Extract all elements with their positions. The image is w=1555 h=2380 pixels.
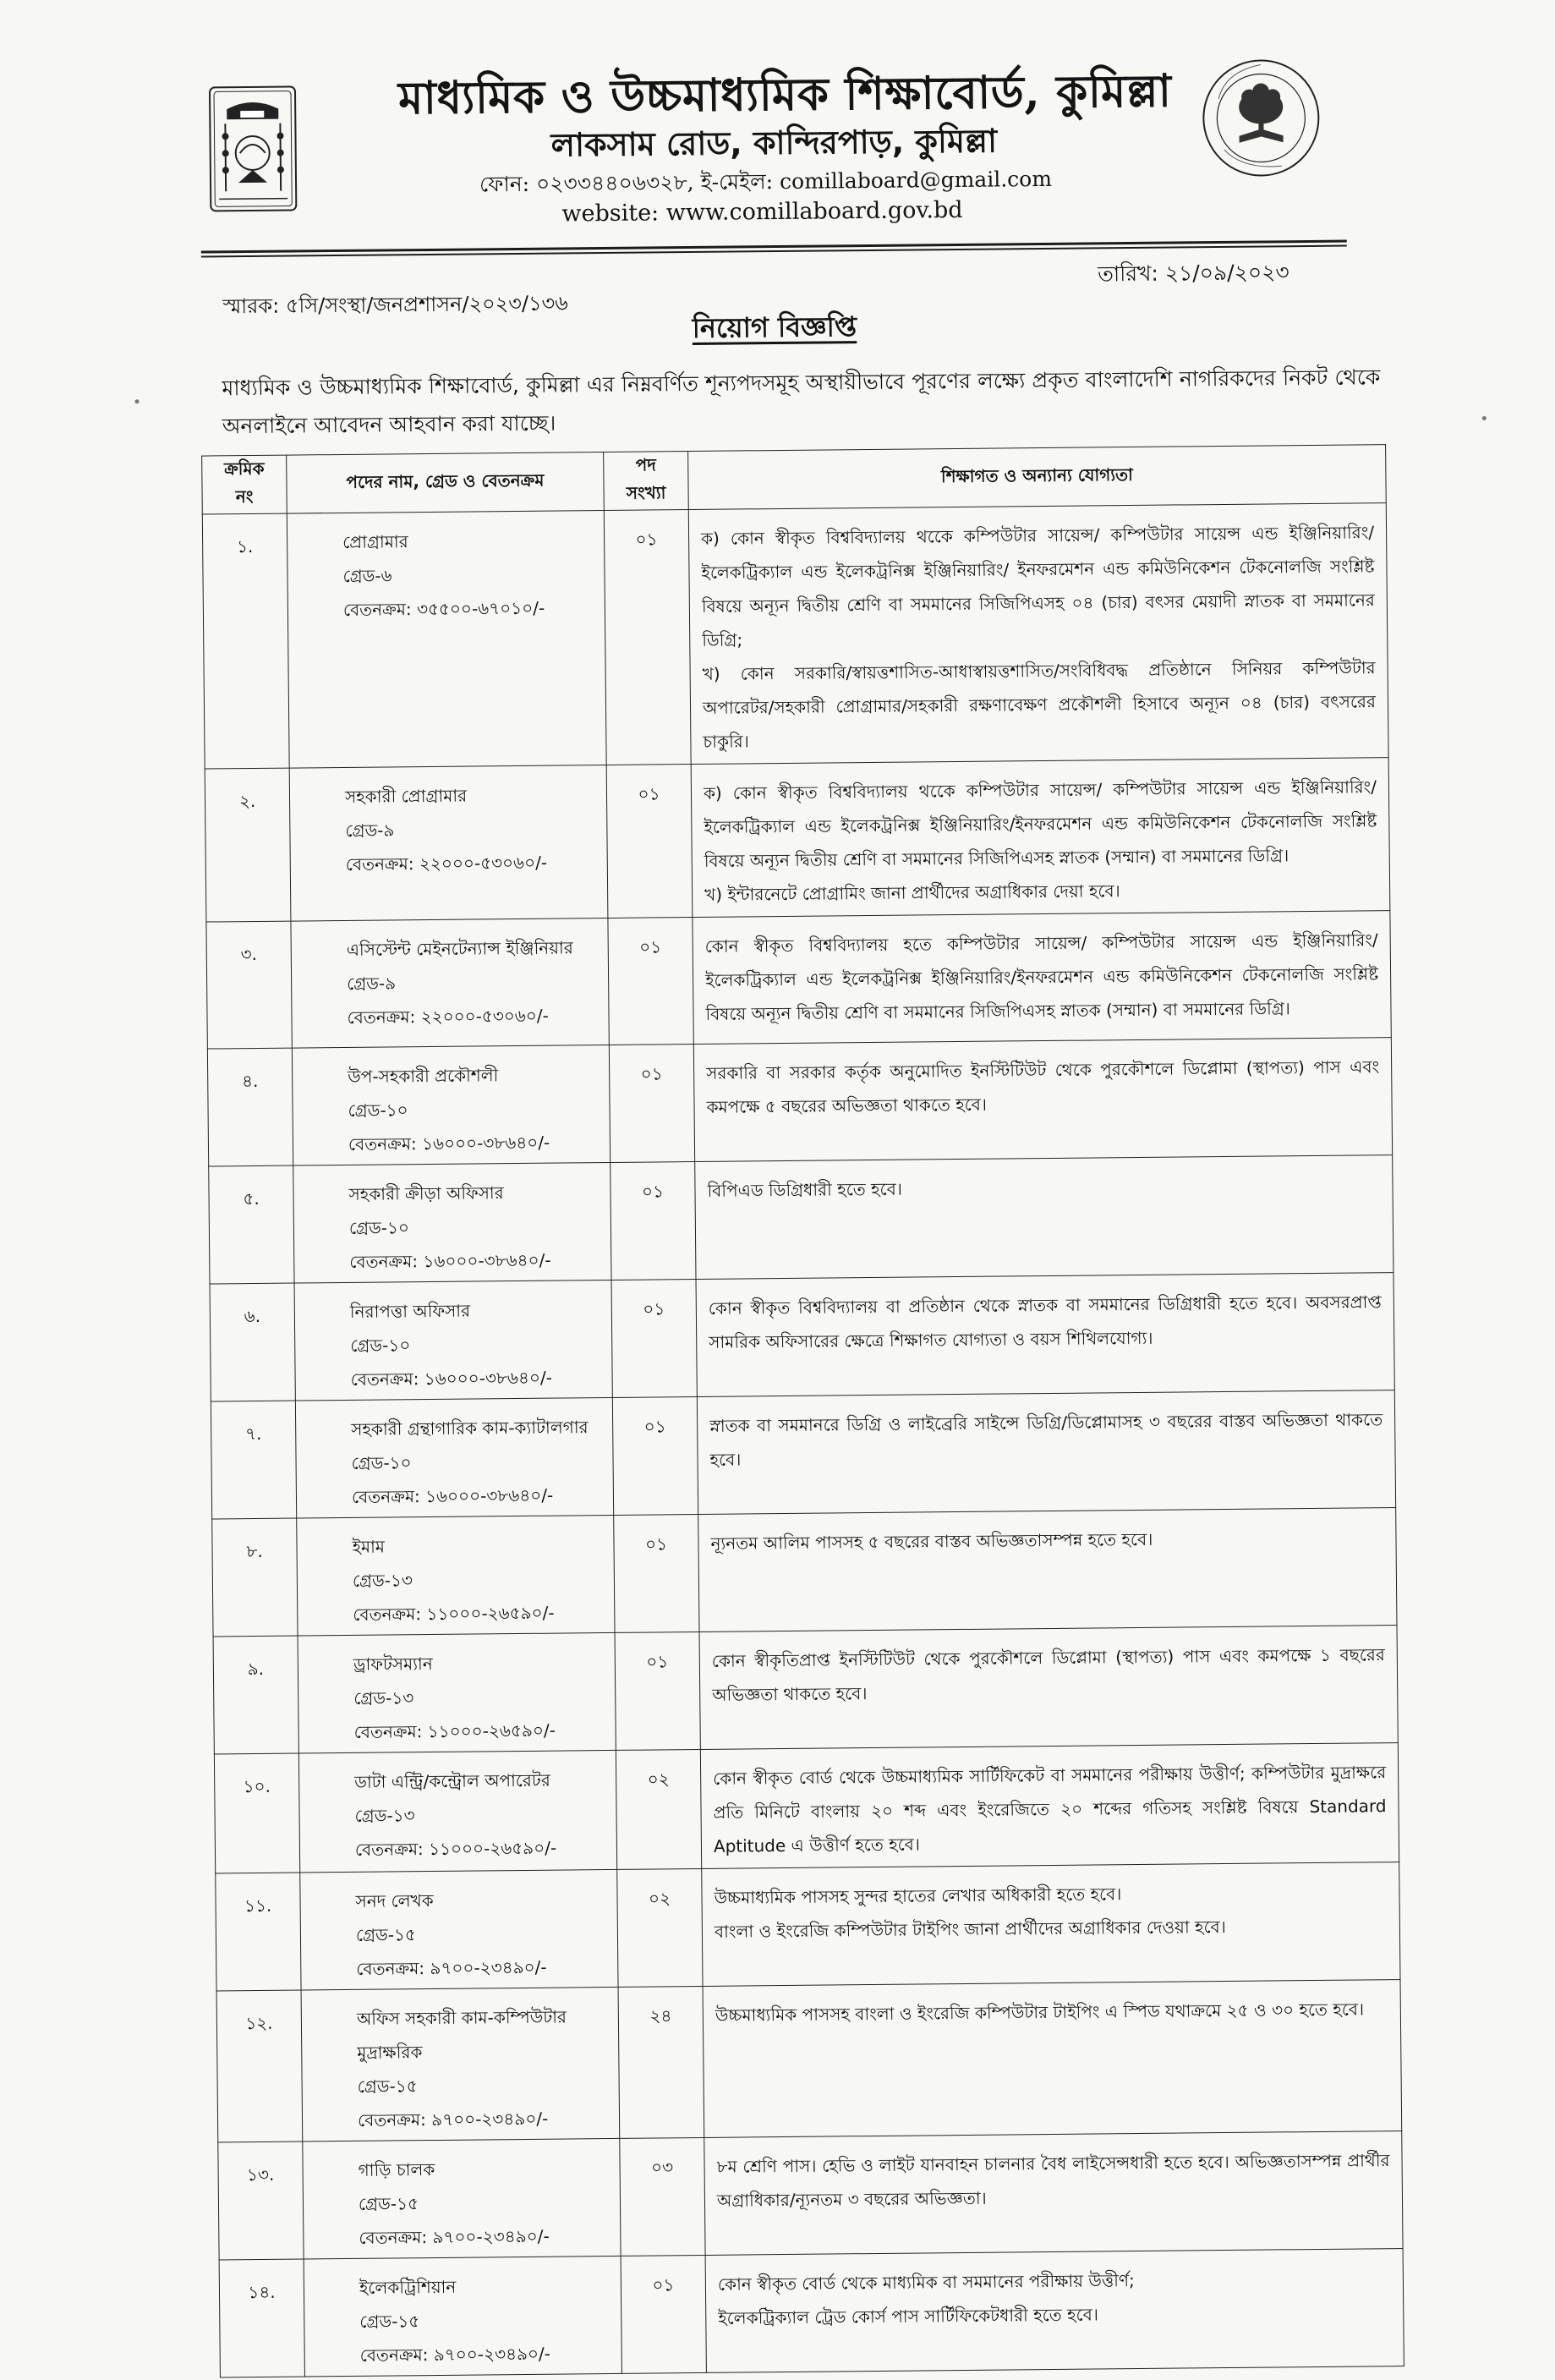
notice-title: নিয়োগ বিজ্ঞপ্তি bbox=[692, 310, 857, 344]
qualification-text: উচ্চমাধ্যমিক পাসসহ সুন্দর হাতের লেখার অধিকারী হতে হবে। bbox=[714, 1884, 1122, 1908]
post-title: উপ-সহকারী প্রকৌশলী bbox=[348, 1065, 499, 1087]
post-title: সনদ লেখক bbox=[355, 1890, 434, 1911]
scan-speck bbox=[1482, 416, 1487, 420]
post-detail: গ্রেড-১০ bbox=[351, 1452, 412, 1473]
header-serial bbox=[202, 455, 287, 514]
post-detail: বেতনক্রম: ৯৭০০-২৩৪৯০/- bbox=[359, 2225, 550, 2248]
post-detail: বেতনক্রম: ৯৭০০-২৩৪৯০/- bbox=[359, 2343, 551, 2366]
post-title: সহকারী প্রোগ্রামার bbox=[344, 785, 468, 807]
post-detail: বেতনক্রম: ২২০০০-৫৩০৬০/- bbox=[345, 852, 548, 875]
row-post bbox=[297, 1515, 615, 1636]
qualification-text: ক) কোন স্বীকৃত বিশ্ববিদ্যালয় থকেে কম্পিউটার সায়েন্স/ কম্পিউটার সায়েন্স এন্ড ইঞ্জিনিয়ারিং/ইলেকট্রিক্যাল এন্ড ইলেকট্রনিক্স ইঞ্জিনিয়ারিং/ইনফরমেশন এন্ড কমিউনিকেশন টেকনোলজি সংশ্লিষ্ট বিষয়ে অন্যূন দ্বিতীয় শ্রেণি বা সমমানের সিজিপিএসহ স্নাতক (সম্মান) বা সমমানের ডিগ্রি। bbox=[703, 776, 1377, 871]
row-serial: ১১. bbox=[216, 1873, 301, 1991]
row-post bbox=[300, 1869, 618, 1990]
post-detail: বেতনক্রম: ১৬০০০-৩৮৬৪০/- bbox=[348, 1132, 550, 1154]
row-serial: ৩. bbox=[206, 921, 292, 1049]
row-post bbox=[304, 2256, 621, 2377]
vacancy-table bbox=[201, 444, 1404, 2377]
post-title: গাড়ি চালক bbox=[358, 2159, 435, 2180]
header-serial-line1: ক্রমিক bbox=[223, 458, 265, 480]
table-row bbox=[206, 911, 1391, 1049]
qualification-text: ৮ম শ্রেণি পাস। হেভি ও লাইট যানবাহন চালনার বৈধ লাইসেন্সধারী হতে হবে। অভিজ্ঞতাসম্পন্ন প্রার্থীর অগ্রাধিকার/ন্যূনতম ৩ বছরের অভিজ্ঞতা। bbox=[716, 2150, 1390, 2211]
table-row bbox=[213, 1626, 1398, 1754]
notice-date: তারিখ: ২১/০৯/২০২৩ bbox=[1097, 260, 1289, 287]
qualification-text: কোন স্বীকৃত বিশ্ববিদ্যালয় হতে কম্পিউটার সায়েন্স/ কম্পিউটার সায়েন্স এন্ড ইঞ্জিনিয়ারিং/ ইলেকট্রিক্যাল এন্ড ইলেকট্রনিক্স ইঞ্জিনিয়ারিং/ইনফরমেশন এন্ড কমিউনিকেশন টেকনোলজি সংশ্লিষ্ট বিষয়ে অন্যূন দ্বিতীয় শ্রেণি বা সমমানের সিজিপিএসহ স্নাতক (সম্মান) বা সমমানের ডিগ্রি। bbox=[704, 930, 1379, 1024]
qualification-text: কোন স্বীকৃতিপ্রাপ্ত ইনস্টিটিউট থেকে পুরকৌশলে ডিপ্লোমা (স্থাপত্য) পাস এবং কমপক্ষে ১ বছরের অভিজ্ঞতা থাকতে হবে। bbox=[711, 1644, 1385, 1705]
post-detail: বেতনক্রম: ৯৭০০-২৩৪৯০/- bbox=[357, 2108, 549, 2130]
row-post-count: ০১ bbox=[621, 2255, 706, 2373]
board-contact: ফোন: ০২৩৩৪৪০৬৩২৮, ই-মেইল: comillaboard@gmail.com bbox=[479, 166, 1053, 197]
post-detail: গ্রেড-১৩ bbox=[354, 1805, 415, 1826]
row-serial: ৪. bbox=[207, 1048, 293, 1166]
row-qualification bbox=[700, 1743, 1399, 1869]
row-post-count: ০১ bbox=[611, 1279, 697, 1397]
post-detail: গ্রেড-১০ bbox=[350, 1335, 411, 1356]
qualification-text: ইলেকট্রিক্যাল ট্রেড কোর্স পাস সার্টিফিকেটধারী হতে হবে। bbox=[718, 2304, 1099, 2328]
board-emblem-icon bbox=[208, 85, 298, 212]
qualification-text: বাংলা ও ইংরেজি কম্পিউটার টাইপিং জানা প্রার্থীদের অগ্রাধিকার দেওয়া হবে। bbox=[714, 1917, 1226, 1942]
table-row bbox=[209, 1155, 1393, 1284]
header-post: পদের নাম, গ্রেড ও বেতনক্রম bbox=[287, 452, 605, 514]
row-qualification bbox=[693, 1038, 1392, 1162]
row-qualification bbox=[702, 1862, 1400, 1987]
intro-paragraph: মাধ্যমিক ও উচ্চমাধ্যমিক শিক্ষাবোর্ড, কুমিল্লা এর নিম্নবর্ণিত শূন্যপদসমূহ অস্থায়ীভাবে পূরণের লক্ষ্যে প্রকৃত বাংলাদেশি নাগরিকদের নিকট থেকে অনলাইনে আবেদন আহবান করা যাচ্ছে। bbox=[222, 365, 1381, 439]
header-count-line2: সংখ্যা bbox=[626, 482, 666, 503]
post-detail: গ্রেড-১৫ bbox=[358, 2193, 419, 2214]
qualification-text: কোন স্বীকৃত বোর্ড থেকে মাধ্যমিক বা সমমানের পরীক্ষায় উত্তীর্ণ; bbox=[717, 2270, 1135, 2295]
board-address: লাকসাম রোড, কান্দিরপাড়, কুমিল্লা bbox=[550, 122, 998, 164]
row-qualification bbox=[693, 911, 1391, 1045]
post-detail: গ্রেড-১৫ bbox=[355, 1924, 417, 1945]
row-post bbox=[298, 1750, 616, 1873]
post-title: সহকারী ক্রীড়া অফিসার bbox=[348, 1182, 504, 1204]
qualification-text: বিপিএড ডিগ্রিধারী হতে হবে। bbox=[707, 1178, 903, 1201]
post-detail: গ্রেড-১৫ bbox=[357, 2076, 418, 2097]
memo-number: স্মারক: ৫সি/সংস্থা/জনপ্রশাসন/২০২৩/১৩৬ bbox=[222, 291, 568, 319]
row-serial: ৭. bbox=[211, 1401, 296, 1519]
post-detail: বেতনক্রম: ১১০০০-২৬৫৯০/- bbox=[353, 1602, 555, 1625]
row-post-count: ০১ bbox=[608, 918, 693, 1045]
row-serial: ২. bbox=[205, 768, 291, 922]
table-row bbox=[216, 1980, 1402, 2142]
row-qualification bbox=[697, 1390, 1395, 1515]
row-qualification bbox=[699, 1626, 1398, 1750]
row-post-count: ০১ bbox=[609, 1045, 694, 1163]
row-qualification bbox=[705, 2249, 1404, 2373]
qualification-text: খ) কোন সরকারি/স্বায়ত্তশাসিত-আধাস্বায়ত্তশাসিত/সংবিধিবদ্ধ প্রতিষ্ঠানে সিনিয়র কম্পিউটার অপারেটর/সহকারী প্রোগ্রামার/সহকারী রক্ষণাবেক্ষণ প্রকৌশলী হিসাবে অন্যূন ০৪ (চার) বৎসরের চাকুরি। bbox=[702, 657, 1377, 752]
table-row bbox=[202, 503, 1388, 769]
row-post-count: ০২ bbox=[617, 1868, 703, 1987]
row-serial: ১. bbox=[202, 513, 289, 769]
slogan-seal-icon bbox=[1200, 54, 1323, 182]
row-serial: ১৪. bbox=[219, 2259, 304, 2377]
post-detail: গ্রেড-১০ bbox=[348, 1100, 408, 1121]
row-qualification bbox=[696, 1273, 1394, 1397]
post-detail: বেতনক্রম: ৯৭০০-২৩৪৯০/- bbox=[356, 1956, 547, 1979]
qualification-text: ক) কোন স্বীকৃত বিশ্ববিদ্যালয় থকেে কম্পিউটার সায়েন্স/ কম্পিউটার সায়েন্স এন্ড ইঞ্জিনিয়ারিং/ইলেকট্রিক্যাল এন্ড ইলেকট্রনিক্স ইঞ্জিনিয়ারিং/ ইনফরমেশন এন্ড কমিউনিকেশন টেকনোলজি সংশ্লিষ্ট বিষয়ে অন্যূন দ্বিতীয় শ্রেণি বা সমমানের সিজিপিএসহ ০৪ (চার) বৎসর মেয়াদী স্নাতক বা সমমানের ডিগ্রি; bbox=[700, 522, 1375, 650]
qualification-text: সরকারি বা সরকার কর্তৃক অনুমোদিত ইনস্টিটিউট থেকে পুরকৌশলে ডিপ্লোমা (স্থাপত্য) পাস এবং কমপক্ষে ৫ বছরের অভিজ্ঞতা থাকতে হবে। bbox=[706, 1056, 1380, 1117]
row-serial: ৯. bbox=[213, 1636, 298, 1754]
row-post-count: ২৪ bbox=[618, 1986, 704, 2138]
qualification-text: কোন স্বীকৃত বোর্ড থেকে উচ্চমাধ্যমিক সার্টিফিকেট বা সমমানের পরীক্ষায় উত্তীর্ণ; কম্পিউটার মুদ্রাক্ষরে প্রতি মিনিটে বাংলায় ২০ শব্দ এবং ইংরেজিতে ২০ শব্দের গতিসহ সংশ্লিষ্ট বিষয়ে Standard Aptitude এ উত্তীর্ণ হতে হবে। bbox=[713, 1762, 1387, 1856]
row-post bbox=[287, 510, 606, 768]
row-post-count: ০২ bbox=[616, 1749, 701, 1869]
post-detail: গ্রেড-১০ bbox=[348, 1217, 410, 1238]
post-detail: বেতনক্রম: ১১০০০-২৬৫৯০/- bbox=[353, 1719, 556, 1742]
row-post-count: ০১ bbox=[614, 1514, 699, 1632]
post-detail: মুদ্রাক্ষরিক bbox=[357, 2042, 423, 2063]
table-row bbox=[210, 1273, 1394, 1401]
post-detail: গ্রেড-৯ bbox=[345, 820, 395, 841]
row-post bbox=[292, 1045, 610, 1165]
row-post bbox=[294, 1280, 612, 1401]
post-detail: গ্রেড-১৩ bbox=[353, 1687, 414, 1708]
row-serial: ৮. bbox=[212, 1518, 298, 1637]
row-qualification bbox=[695, 1155, 1393, 1280]
row-post bbox=[295, 1397, 613, 1518]
row-post bbox=[293, 1162, 611, 1283]
row-post-count: ০৩ bbox=[620, 2137, 705, 2256]
post-detail: বেতনক্রম: ১৬০০০-৩৮৬৪০/- bbox=[350, 1367, 552, 1390]
qualification-text: উচ্চমাধ্যমিক পাসসহ বাংলা ও ইংরেজি কম্পিউটার টাইপিং এ স্পিড যথাক্রমে ২৫ ও ৩০ হতে হবে। bbox=[715, 1999, 1365, 2026]
board-name: মাধ্যমিক ও উচ্চমাধ্যমিক শিক্ষাবোর্ড, কুমিল্লা bbox=[397, 64, 1172, 125]
board-website: website: www.comillaboard.gov.bd bbox=[561, 196, 963, 228]
row-qualification bbox=[691, 758, 1390, 918]
table-row bbox=[218, 2131, 1403, 2260]
qualification-text: ন্যূনতম আলিম পাসসহ ৫ বছরের বাস্তব অভিজ্ঞতাসম্পন্ন হতে হবে। bbox=[710, 1528, 1153, 1554]
table-row bbox=[212, 1508, 1397, 1637]
header-count bbox=[604, 452, 689, 511]
post-detail: বেতনক্রম: ১৬০০০-৩৮৬৪০/- bbox=[351, 1484, 554, 1507]
header-count-line1: পদ bbox=[635, 454, 656, 475]
post-detail: গ্রেড-৯ bbox=[347, 973, 397, 994]
post-title: ইমাম bbox=[352, 1536, 386, 1557]
table-row bbox=[216, 1862, 1400, 1991]
post-title: সহকারী গ্রন্থাগারিক কাম-ক্যাটালগার bbox=[351, 1417, 589, 1440]
row-qualification bbox=[704, 2131, 1403, 2256]
header-serial-line2: নং bbox=[235, 485, 254, 507]
row-post bbox=[289, 765, 608, 921]
qualification-text: কোন স্বীকৃত বিশ্ববিদ্যালয় বা প্রতিষ্ঠান থেকে স্নাতক বা সমমানের ডিগ্রিধারী হতে হবে। অবসরপ্রাপ্ত সামরিক অফিসারের ক্ষেত্রে শিক্ষাগত যোগ্যতা ও বয়স শিথিলযোগ্য। bbox=[708, 1291, 1382, 1352]
qualification-text: স্নাতক বা সমমানরে ডিগ্রি ও লাইব্রেরি সাইন্সে ডিগ্রি/ডিপ্লোমাসহ ৩ বছরের বাস্তব অভিজ্ঞতা থাকতে হবে। bbox=[709, 1409, 1383, 1470]
post-title: ইলেকট্রিশিয়ান bbox=[359, 2276, 457, 2298]
header-qualification: শিক্ষাগত ও অন্যান্য যোগ্যতা bbox=[688, 445, 1387, 510]
row-serial: ১২. bbox=[216, 1990, 303, 2142]
row-serial: ১৩. bbox=[218, 2141, 304, 2260]
row-post bbox=[303, 2138, 621, 2259]
row-serial: ৬. bbox=[210, 1283, 295, 1401]
row-post-count: ০১ bbox=[611, 1162, 696, 1280]
row-post bbox=[298, 1632, 616, 1753]
post-detail: বেতনক্রম: ২২০০০-৫৩০৬০/- bbox=[347, 1005, 549, 1028]
row-serial: ১০. bbox=[214, 1753, 299, 1873]
row-qualification bbox=[703, 1980, 1402, 2138]
post-title: এসিস্টেন্ট মেইনটেন্যান্স ইঞ্জিনিয়ার bbox=[346, 937, 573, 960]
row-qualification bbox=[688, 503, 1388, 765]
scan-speck bbox=[134, 399, 139, 403]
table-row bbox=[211, 1390, 1395, 1519]
qualification-text: খ) ইন্টারনেটে প্রোগ্রামিং জানা প্রার্থীদের অগ্রাধিকার দেয়া হবে। bbox=[704, 880, 1120, 905]
post-detail: গ্রেড-১৫ bbox=[359, 2311, 420, 2332]
row-post-count: ০১ bbox=[606, 765, 693, 919]
post-detail: বেতনক্রম: ৩৫৫০০-৬৭০১০/- bbox=[342, 597, 545, 620]
row-post-count: ০১ bbox=[604, 510, 691, 765]
post-detail: বেতনক্রম: ১৬০০০-৩৮৬৪০/- bbox=[349, 1249, 551, 1272]
post-detail: গ্রেড-১৩ bbox=[352, 1570, 413, 1591]
table-row bbox=[205, 758, 1390, 922]
post-title: প্রোগ্রামার bbox=[342, 531, 408, 552]
row-post bbox=[291, 918, 609, 1048]
table-row bbox=[207, 1038, 1392, 1166]
post-title: নিরাপত্তা অফিসার bbox=[349, 1300, 471, 1322]
row-serial: ৫. bbox=[209, 1165, 294, 1284]
row-post-count: ০১ bbox=[612, 1396, 698, 1515]
post-title: ড্রাফটসম্যান bbox=[353, 1653, 433, 1675]
post-title: ডাটা এন্ট্রি/কন্ট্রোল অপারেটর bbox=[354, 1769, 550, 1792]
row-post-count: ০১ bbox=[615, 1631, 700, 1750]
post-detail: গ্রেড-৬ bbox=[342, 565, 392, 586]
table-row bbox=[214, 1743, 1399, 1873]
post-detail: বেতনক্রম: ১১০০০-২৬৫৯০/- bbox=[354, 1837, 557, 1860]
row-qualification bbox=[698, 1508, 1397, 1632]
post-title: অফিস সহকারী কাম-কম্পিউটার bbox=[356, 2006, 567, 2029]
table-row bbox=[219, 2249, 1404, 2377]
